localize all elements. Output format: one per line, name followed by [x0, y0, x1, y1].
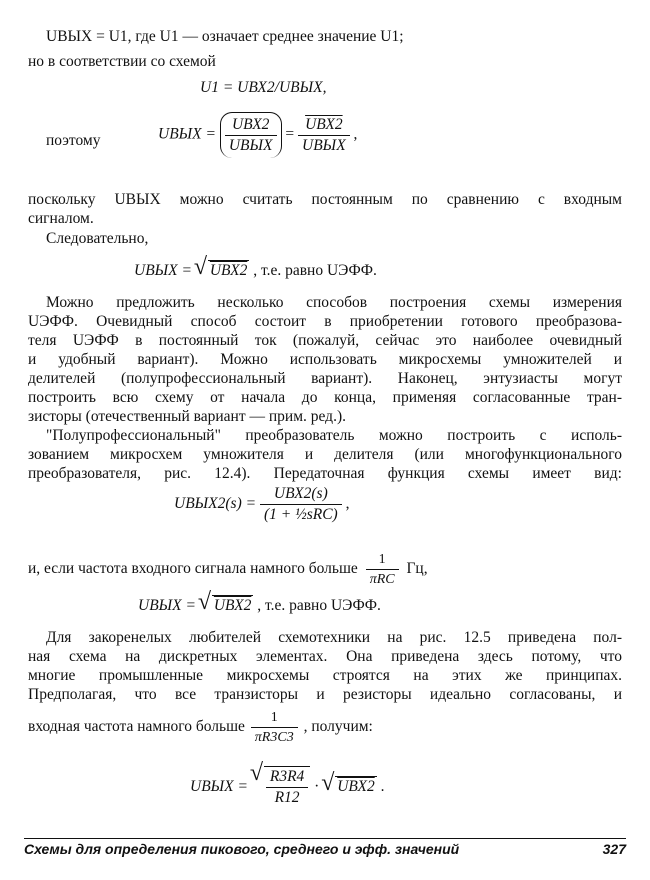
text-fragment: и, если частота входного сигнала намного больше	[28, 560, 358, 578]
radicand: UВХ2	[209, 262, 248, 279]
text-line: Для закоренелых любителей схемотехники на рис. 12.5 приведена пол-	[46, 629, 622, 646]
fraction-denominator: πRC	[369, 572, 395, 587]
text-line: зованием микросхем умножителя и делителя (или многофункционального	[28, 446, 622, 463]
fraction-denominator: UВЫХ	[302, 136, 346, 154]
formula-tail: ,	[353, 125, 358, 143]
text-line: теля UЭФФ в постоянный ток (пожалуй, сейчас это наиболее очевидный	[28, 332, 622, 349]
square-root	[252, 766, 310, 808]
fraction-numerator: UВХ2	[298, 115, 350, 136]
paren-group	[220, 112, 282, 158]
text-line: "Полупрофессиональный" преобразователь можно построить с исполь-	[46, 427, 622, 444]
text-line: UВЫХ = U1, где U1 — означает среднее значение U1;	[46, 28, 404, 45]
formula-tail: .	[380, 778, 385, 796]
text-line: ная схема на дискретных элементах. Она приведена здесь потому, что	[28, 648, 622, 665]
formula-u1: U1 = UВХ2/UВЫХ,	[200, 79, 327, 96]
text-line: зисторы (отечественный вариант — прим. ред.).	[28, 408, 346, 425]
fraction-denominator: πR3C3	[254, 730, 294, 745]
text-line	[28, 708, 622, 747]
fraction-numerator: √ R3R4	[266, 767, 308, 788]
text-line: сигналом.	[28, 210, 94, 227]
text-line: делителей (полупрофессиональный вариант). Наконец, энтузиасты могут	[28, 370, 622, 387]
fraction	[251, 708, 298, 747]
formula-uout-mean	[158, 112, 357, 158]
fraction	[266, 767, 308, 808]
page-footer	[24, 838, 626, 857]
formula-tail: ,	[345, 495, 350, 513]
formula-transfer-function	[174, 484, 349, 525]
formula-lhs: UВЫХ =	[134, 262, 192, 279]
text-line	[28, 550, 622, 589]
fraction-numerator: 1	[251, 708, 298, 728]
radicand: UВХ2	[213, 597, 252, 614]
text-line: построить всю схему от начала до конца, применяя согласованные тран-	[28, 389, 622, 406]
radicand	[264, 766, 310, 808]
fraction-denominator: R12	[274, 789, 300, 806]
text-line: UЭФФ. Очевидный способ состоит в приобретении готового преобразова-	[28, 313, 622, 330]
formula-lhs: UВЫХ =	[138, 597, 196, 614]
fraction-numerator: 1	[366, 550, 399, 570]
text-fragment: Гц,	[406, 560, 428, 578]
fraction-numerator: UВХ2(s)	[260, 484, 342, 505]
text-line: но в соответствии со схемой	[28, 53, 216, 70]
text-line: преобразователя, рис. 12.4). Передаточная функция схемы имеет вид:	[28, 465, 622, 482]
text-line: поэтому	[46, 132, 101, 149]
running-title: Схемы для определения пикового, среднего и эфф. значений	[24, 841, 460, 857]
text-fragment: входная частота намного больше	[28, 718, 245, 736]
page-number: 327	[602, 841, 626, 857]
text-line: Предполагая, что все транзисторы и резисторы идеально согласованы, и	[28, 686, 622, 703]
equals-sign: =	[285, 125, 295, 143]
text-line: Следовательно,	[46, 230, 149, 247]
text-line: многие промышленные микросхемы строятся на этих же принципах.	[28, 667, 622, 684]
fraction	[298, 115, 350, 156]
fraction-denominator: (1 + ½sRC)	[263, 506, 338, 523]
text-line: Можно предложить несколько способов построения схемы измерения	[46, 294, 622, 311]
square-root	[200, 595, 254, 616]
square-root	[323, 776, 377, 797]
fraction-numerator: UВХ2	[225, 115, 277, 136]
formula-rms	[134, 260, 377, 281]
formula-lhs: UВЫХ2(s) =	[174, 495, 257, 513]
text-fragment: , получим:	[303, 718, 373, 736]
fraction-denominator: UВЫХ	[228, 137, 273, 154]
formula-lhs: UВЫХ =	[190, 778, 248, 796]
fraction	[225, 115, 277, 156]
radicand: UВХ2	[337, 778, 375, 796]
text-line: поскольку UВЫХ можно считать постоянным по сравнению с входным	[28, 191, 622, 208]
fraction	[260, 484, 342, 525]
formula-tail: , т.е. равно UЭФФ.	[253, 262, 377, 279]
fraction	[366, 550, 399, 589]
text-line: и удобный вариант). Можно использовать микросхемы умножителей и	[28, 351, 622, 368]
formula-final	[190, 766, 384, 808]
formula-lhs: UВЫХ =	[158, 125, 216, 143]
square-root	[196, 260, 250, 281]
formula-tail: , т.е. равно UЭФФ.	[257, 597, 381, 614]
multiplication-dot: ·	[314, 778, 320, 796]
formula-rms-2	[138, 595, 381, 616]
